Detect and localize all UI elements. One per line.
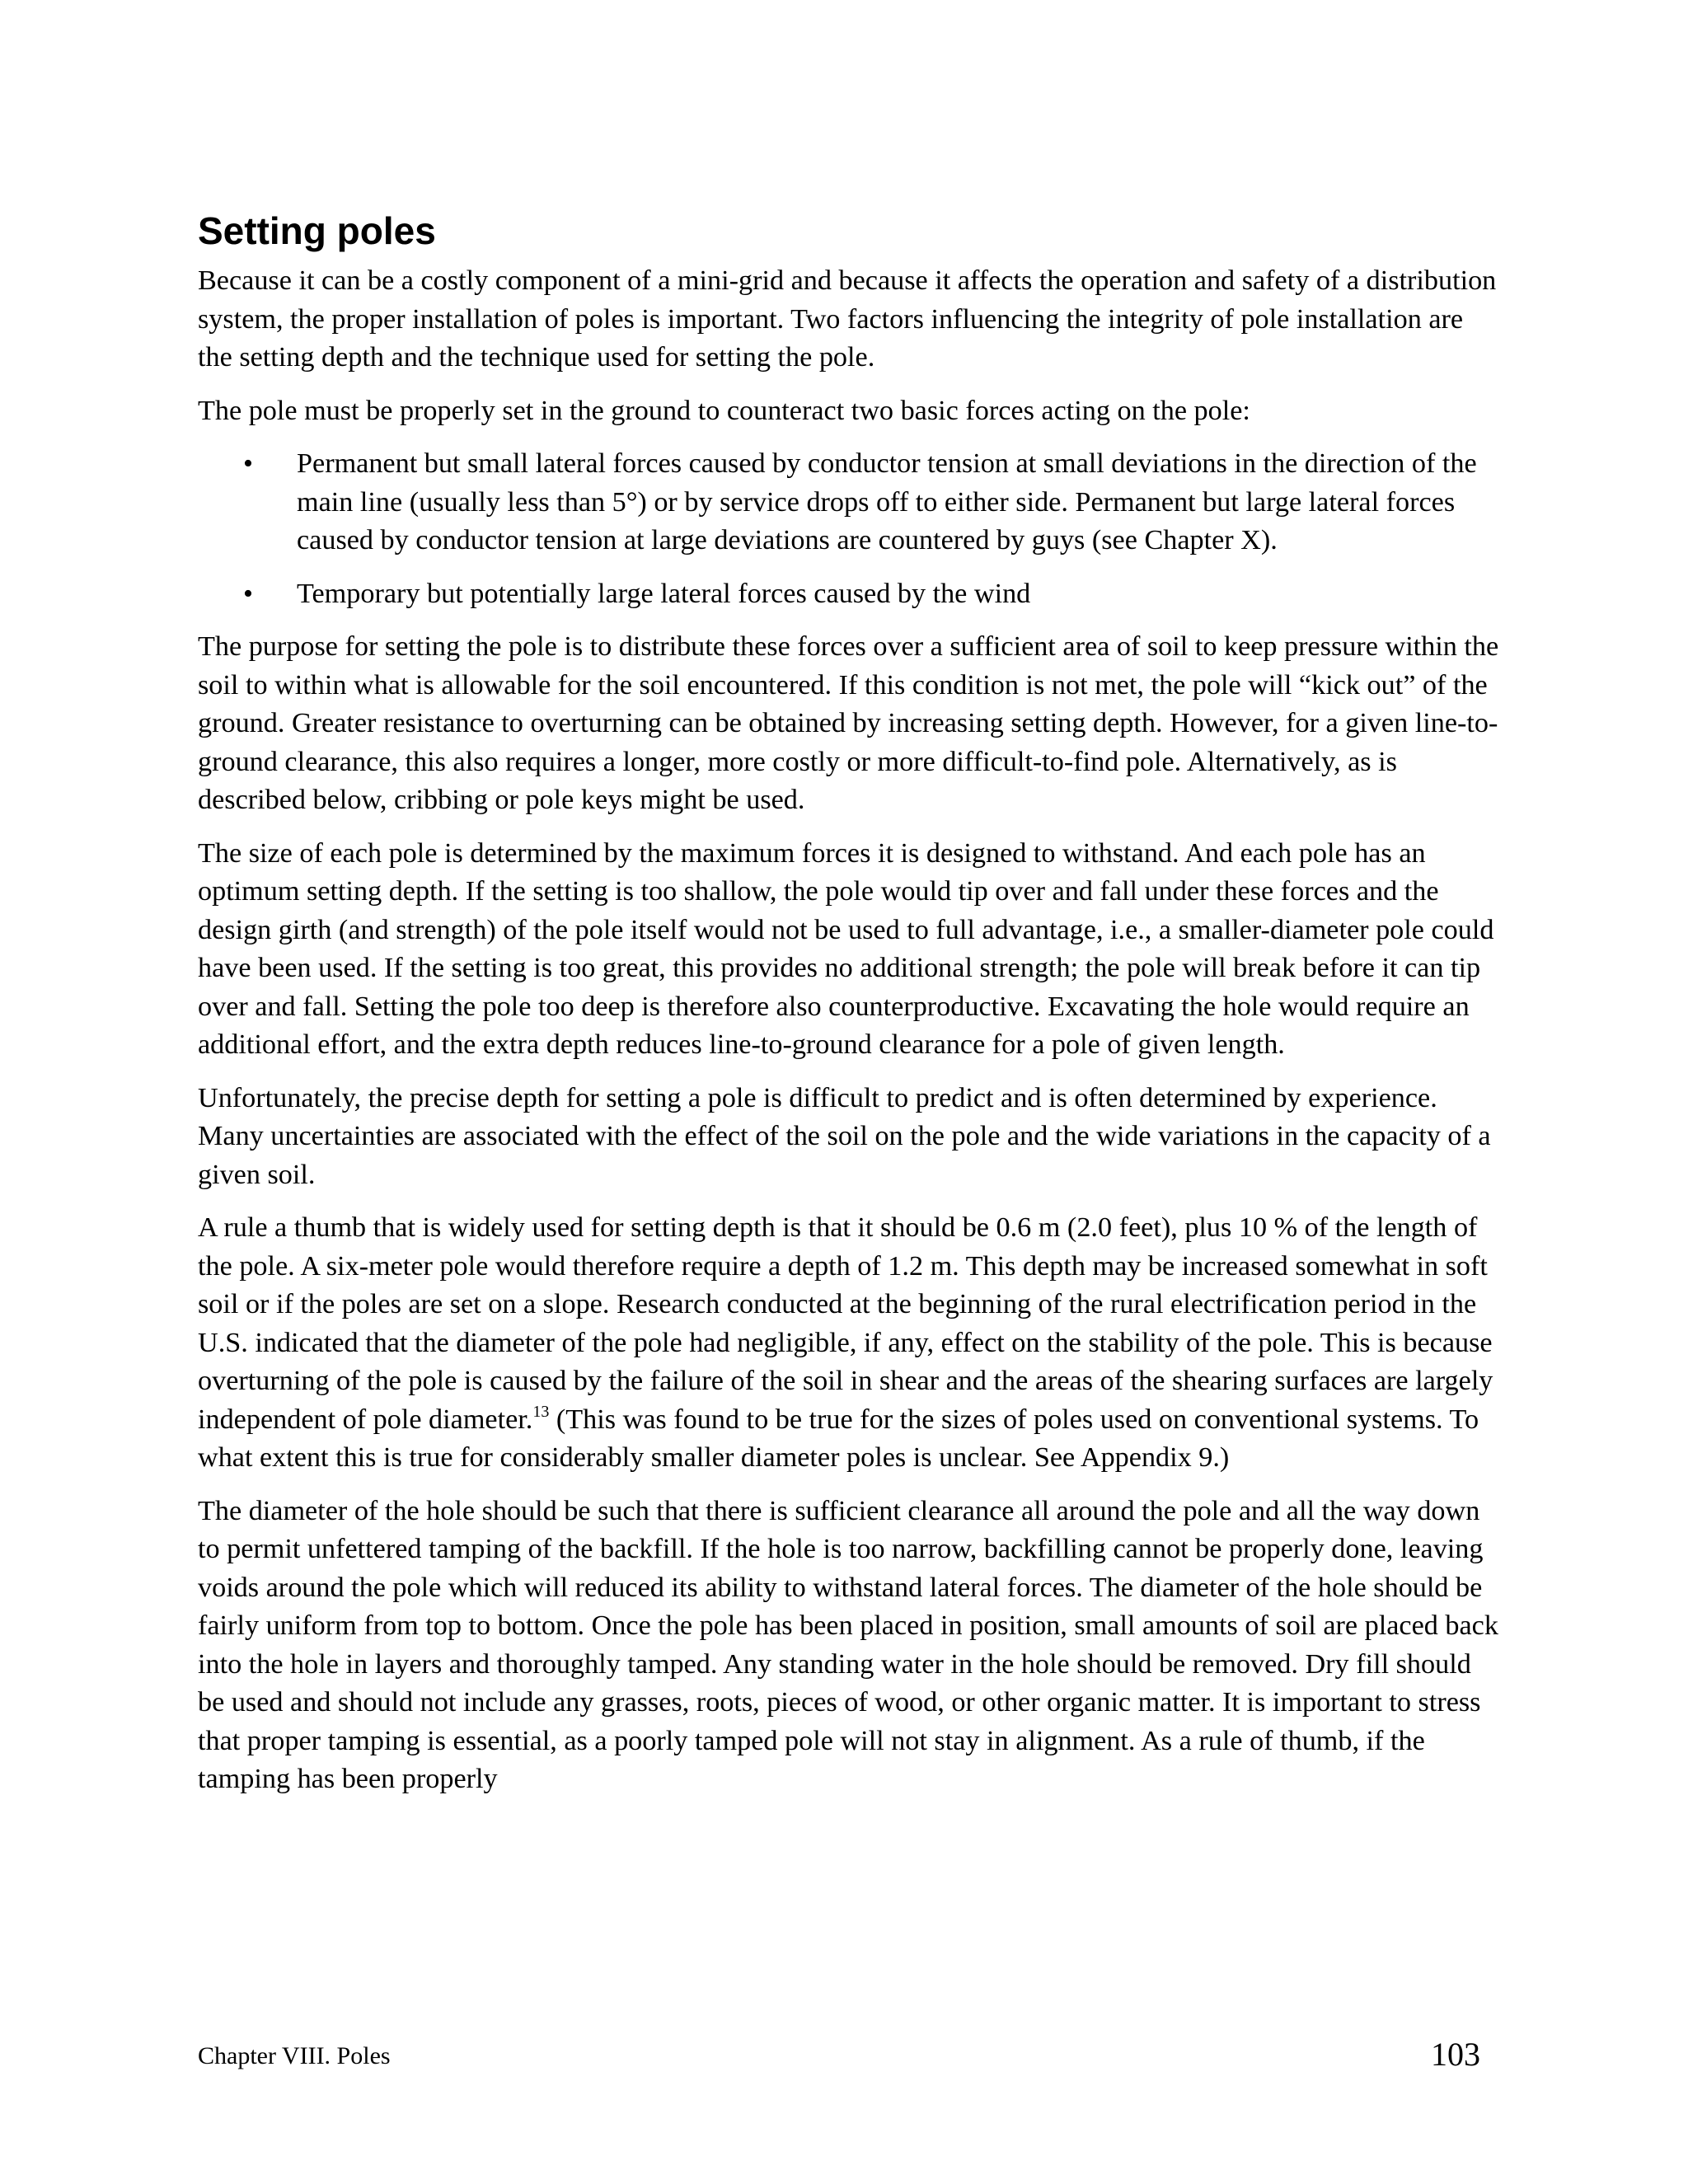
rule-of-thumb-text-continued: (This was found to be true for the sizes of poles used on conventional systems. To what extent this is true for considerably smaller diameter poles is unclear. See Appendix 9.) <box>198 1404 1479 1473</box>
list-item-permanent-forces <box>198 445 1500 560</box>
list-item-text: Temporary but potentially large lateral forces caused by the wind <box>297 578 1031 609</box>
paragraph-rule-of-thumb <box>198 1209 1500 1478</box>
footnote-reference[interactable]: 13 <box>532 1402 550 1421</box>
paragraph-intro: Because it can be a costly component of a mini-grid and because it affects the operation and safety of a distribution system, the proper installation of poles is important. Two factors influencing the integrity of pole installation are the setting depth and the technique used for setting the pole. <box>198 265 1497 373</box>
page-content <box>198 208 1500 1814</box>
footer-chapter-title: Chapter VIII. Poles <box>198 2042 391 2069</box>
bullet-marker: • <box>243 448 253 479</box>
paragraph-purpose: The purpose for setting the pole is to distribute these forces over a sufficient area of soil to keep pressure within the soil to within what is allowable for the soil encountered. If this condition is not met, the pole will “kick out” of the ground. Greater resistance to overturning can be obtained by increasing setting depth. However, for a given line-to-ground clearance, this also requires a longer, more costly or more difficult-to-find pole. Alternatively, as is described below, cribbing or pole keys might be used. <box>198 631 1499 815</box>
paragraph-pole-size: The size of each pole is determined by the maximum forces it is designed to withstand. And each pole has an optimum setting depth. If the setting is too shallow, the pole would tip over and fall under these forces and the design girth (and strength) of the pole itself would not be used to full advantage, i.e., a smaller-diameter pole could have been used. If the setting is too great, this provides no additional strength; the pole will break before it can tip over and fall. Setting the pole too deep is therefore also counterproductive. Excavating the hole would require an additional effort, and the extra depth reduces line-to-ground clearance for a pole of given length. <box>198 837 1494 1060</box>
list-item-text: Permanent but small lateral forces caused by conductor tension at small deviations in the direction of the main line (usually less than 5°) or by service drops off to either side. Permanent but large lateral forces caused by conductor tension at large deviations are countered by guys (see Chapter X). <box>297 448 1477 555</box>
bullet-marker: • <box>243 578 253 609</box>
paragraph-depth-uncertainty: Unfortunately, the precise depth for setting a pole is difficult to predict and is often determined by experience. Many uncertainties are associated with the effect of the soil on the pole and the wide variations in the capacity of a given soil. <box>198 1082 1491 1190</box>
list-item-wind-forces <box>198 575 1500 614</box>
paragraph-hole-diameter: The diameter of the hole should be such that there is sufficient clearance all around the pole and all the way down to permit unfettered tamping of the backfill. If the hole is too narrow, backfilling cannot be properly done, leaving voids around the pole which will reduced its ability to withstand lateral forces. The diameter of the hole should be fairly uniform from top to bottom. Once the pole has been placed in position, small amounts of soil are placed back into the hole in layers and thoroughly tamped. Any standing water in the hole should be removed. Dry fill should be used and should not include any grasses, roots, pieces of wood, or other organic matter. It is important to stress that proper tamping is essential, as a poorly tamped pole will not stay in alignment. As a rule of thumb, if the tamping has been properly <box>198 1495 1498 1794</box>
section-heading: Setting poles <box>198 209 436 252</box>
forces-list <box>198 445 1500 613</box>
rule-of-thumb-text: A rule a thumb that is widely used for setting depth is that it should be 0.6 m (2.0 feet), plus 10 % of the length of the pole. A six-meter pole would therefore require a depth of 1.2 m. This depth may be increased somewhat in soft soil or if the poles are set on a slope. Research conducted at the beginning of the rural electrification period in the U.S. indicated that the diameter of the pole had negligible, if any, effect on the stability of the pole. This is because overturning of the pole is caused by the failure of the soil in shear and the areas of the shearing surfaces are largely independent of pole diameter. <box>198 1212 1493 1435</box>
footer-page-number: 103 <box>1431 2036 1480 2073</box>
paragraph-forces-lead: The pole must be properly set in the ground to counteract two basic forces acting on the pole: <box>198 395 1250 426</box>
